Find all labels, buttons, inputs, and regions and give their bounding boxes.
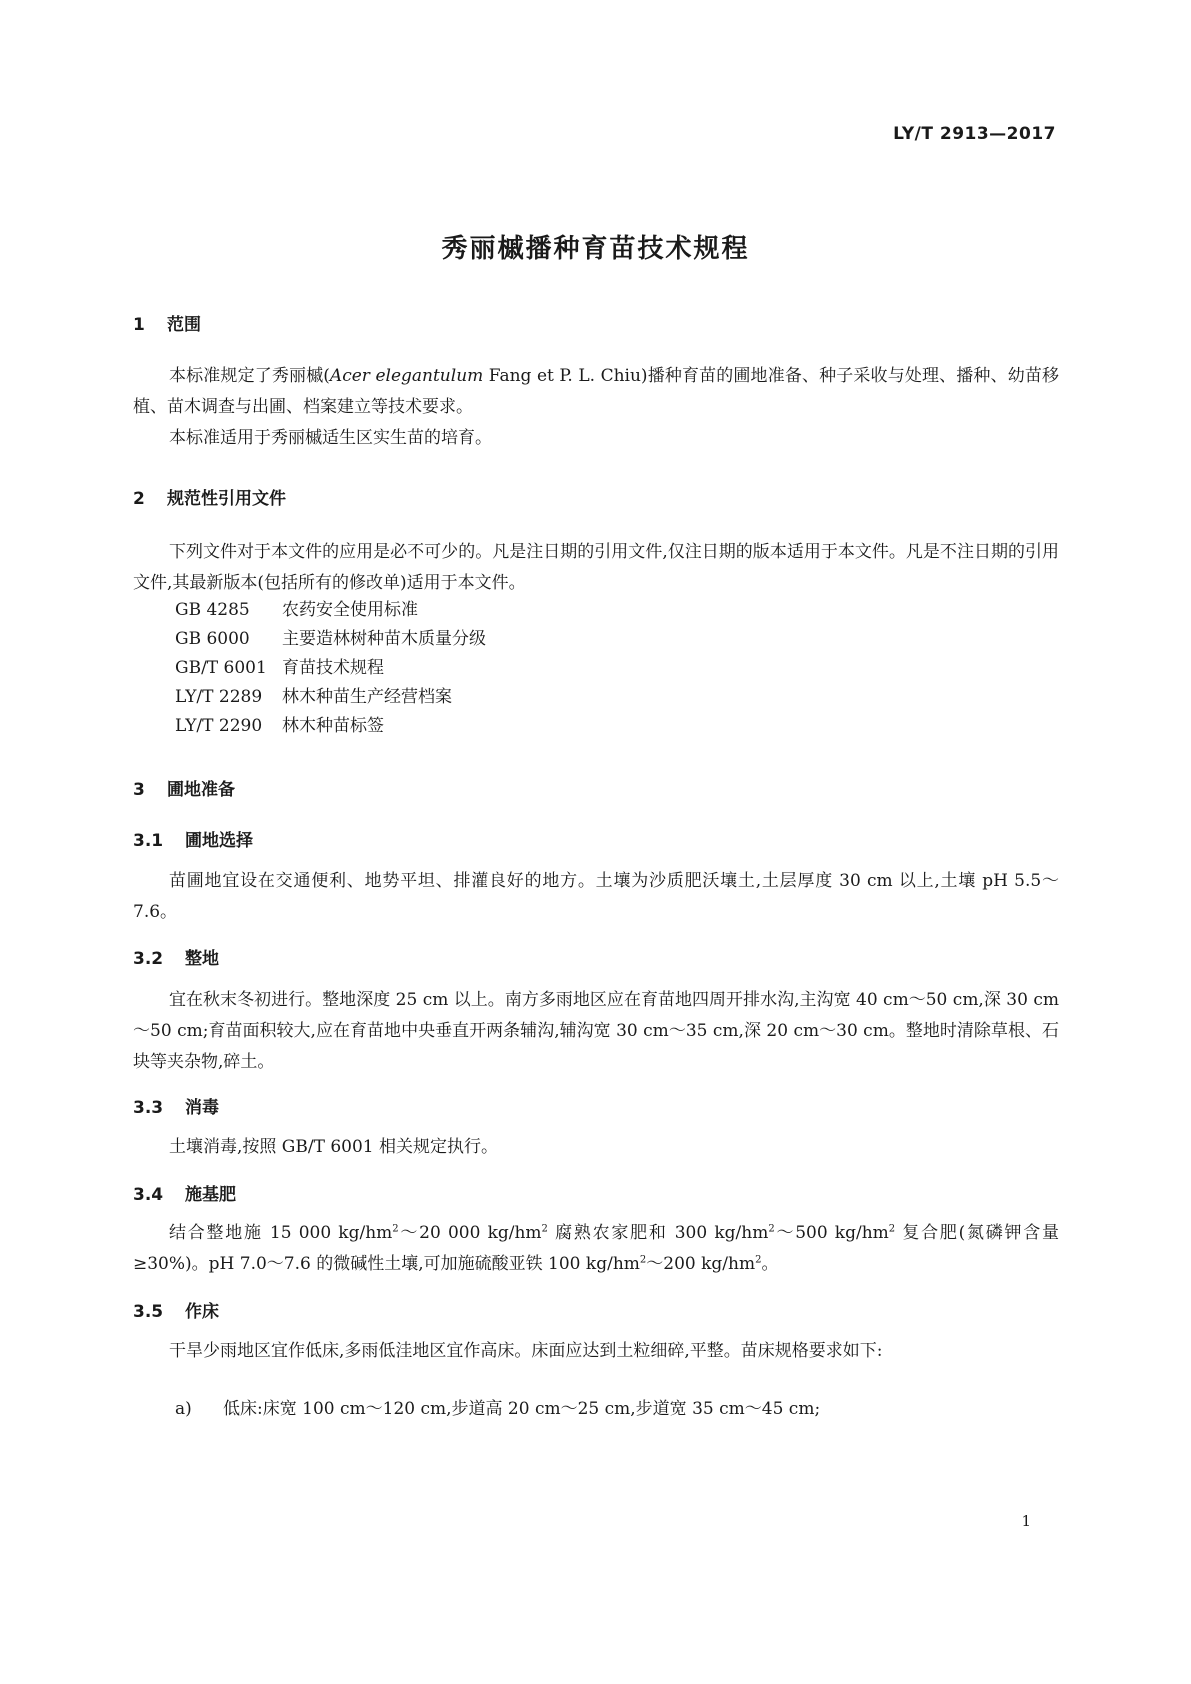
- subsection-number: 3.5: [133, 1302, 164, 1322]
- subsection-number: 3.1: [133, 831, 164, 851]
- reference-code: GB 6000: [175, 629, 250, 649]
- section-1-paragraph-1: 本标准规定了秀丽槭(Acer elegantulum Fang et P. L. Chiu)播种育苗的圃地准备、种子采收与处理、播种、幼苗移植、苗木调查与出圃、档案建立等技术要求。: [133, 366, 1059, 417]
- reference-title: 林木种苗标签: [282, 716, 384, 736]
- reference-code: LY/T 2290: [175, 716, 263, 736]
- section-number: 1: [133, 315, 145, 335]
- section-3-heading: [133, 775, 235, 800]
- reference-item: [175, 653, 384, 684]
- reference-item: [175, 711, 384, 742]
- section-2-heading: [133, 484, 286, 509]
- subsection-3-2-paragraph: 宜在秋末冬初进行。整地深度 25 cm 以上。南方多雨地区应在育苗地四周开排水沟,主沟宽 40 cm～50 cm,深 30 cm～50 cm;育苗面积较大,应在育苗地中央垂直开两条辅沟,辅沟宽 30 cm～35 cm,深 20 cm～30 cm。整地时清除草根、石块等夹杂物,碎土。: [133, 990, 1059, 1072]
- page-number: 1: [1021, 1512, 1031, 1530]
- reference-title: 农药安全使用标准: [282, 600, 418, 620]
- list-item: [175, 1394, 820, 1425]
- subsection-3-5-heading: [133, 1297, 219, 1322]
- subsection-title: 圃地选择: [185, 831, 253, 851]
- section-title: 范围: [167, 315, 201, 335]
- reference-item: [175, 595, 418, 626]
- section-number: 3: [133, 780, 145, 800]
- subsection-3-4-paragraph: 结合整地施 15 000 $kg/hm^2\sim 20$ 000 $kg/hm^2$ 腐熟农家肥和 300 $kg/hm^2\sim 500$ $kg/hm^2$ 复合肥(氮磷钾含量≥30%)。pH 7.0～7.6 的微碱性土壤,可加施硫酸亚铁 100 $kg/hm^2\sim 200$ $kg/hm^2$。: [133, 1223, 1059, 1274]
- subsection-number: 3.4: [133, 1185, 164, 1205]
- reference-item: [175, 682, 452, 713]
- document-title: 秀丽槭播种育苗技术规程: [441, 234, 750, 264]
- subsection-3-5-paragraph: 干旱少雨地区宜作低床,多雨低洼地区宜作高床。床面应达到土粒细碎,平整。苗床规格要求如下:: [169, 1341, 883, 1361]
- subsection-title: 整地: [185, 949, 219, 969]
- subsection-number: 3.3: [133, 1098, 164, 1118]
- reference-code: LY/T 2289: [175, 687, 263, 707]
- subsection-title: 施基肥: [185, 1185, 236, 1205]
- reference-code: GB/T 6001: [175, 658, 267, 678]
- section-2-paragraph: 下列文件对于本文件的应用是必不可少的。凡是注日期的引用文件,仅注日期的版本适用于本文件。凡是不注日期的引用文件,其最新版本(包括所有的修改单)适用于本文件。: [133, 542, 1059, 593]
- section-1-paragraph-2: 本标准适用于秀丽槭适生区实生苗的培育。: [169, 428, 492, 448]
- list-item-text: 低床:床宽 100 cm～120 cm,步道高 20 cm～25 cm,步道宽 35 cm～45 cm;: [223, 1399, 821, 1419]
- section-title: 圃地准备: [167, 780, 235, 800]
- list-item-label: a): [175, 1399, 192, 1419]
- standard-code: LY/T 2913—2017: [893, 124, 1056, 144]
- section-1-heading: [133, 310, 201, 335]
- reference-code: GB 4285: [175, 600, 250, 620]
- subsection-title: 消毒: [185, 1098, 219, 1118]
- section-title: 规范性引用文件: [167, 489, 286, 509]
- section-number: 2: [133, 489, 145, 509]
- subsection-3-4-heading: [133, 1180, 236, 1205]
- subsection-3-1-paragraph: 苗圃地宜设在交通便利、地势平坦、排灌良好的地方。土壤为沙质肥沃壤土,土层厚度 30 cm 以上,土壤 pH 5.5～7.6。: [133, 871, 1059, 922]
- reference-title: 主要造林树种苗木质量分级: [282, 629, 486, 649]
- subsection-3-3-paragraph: 土壤消毒,按照 GB/T 6001 相关规定执行。: [169, 1137, 499, 1157]
- subsection-3-3-heading: [133, 1093, 219, 1118]
- latin-name: Acer elegantulum: [329, 366, 484, 386]
- subsection-3-2-heading: [133, 944, 219, 969]
- reference-item: [175, 624, 486, 655]
- subsection-3-1-heading: [133, 826, 253, 851]
- subsection-title: 作床: [185, 1302, 219, 1322]
- reference-title: 林木种苗生产经营档案: [282, 687, 452, 707]
- subsection-number: 3.2: [133, 949, 164, 969]
- reference-title: 育苗技术规程: [282, 658, 384, 678]
